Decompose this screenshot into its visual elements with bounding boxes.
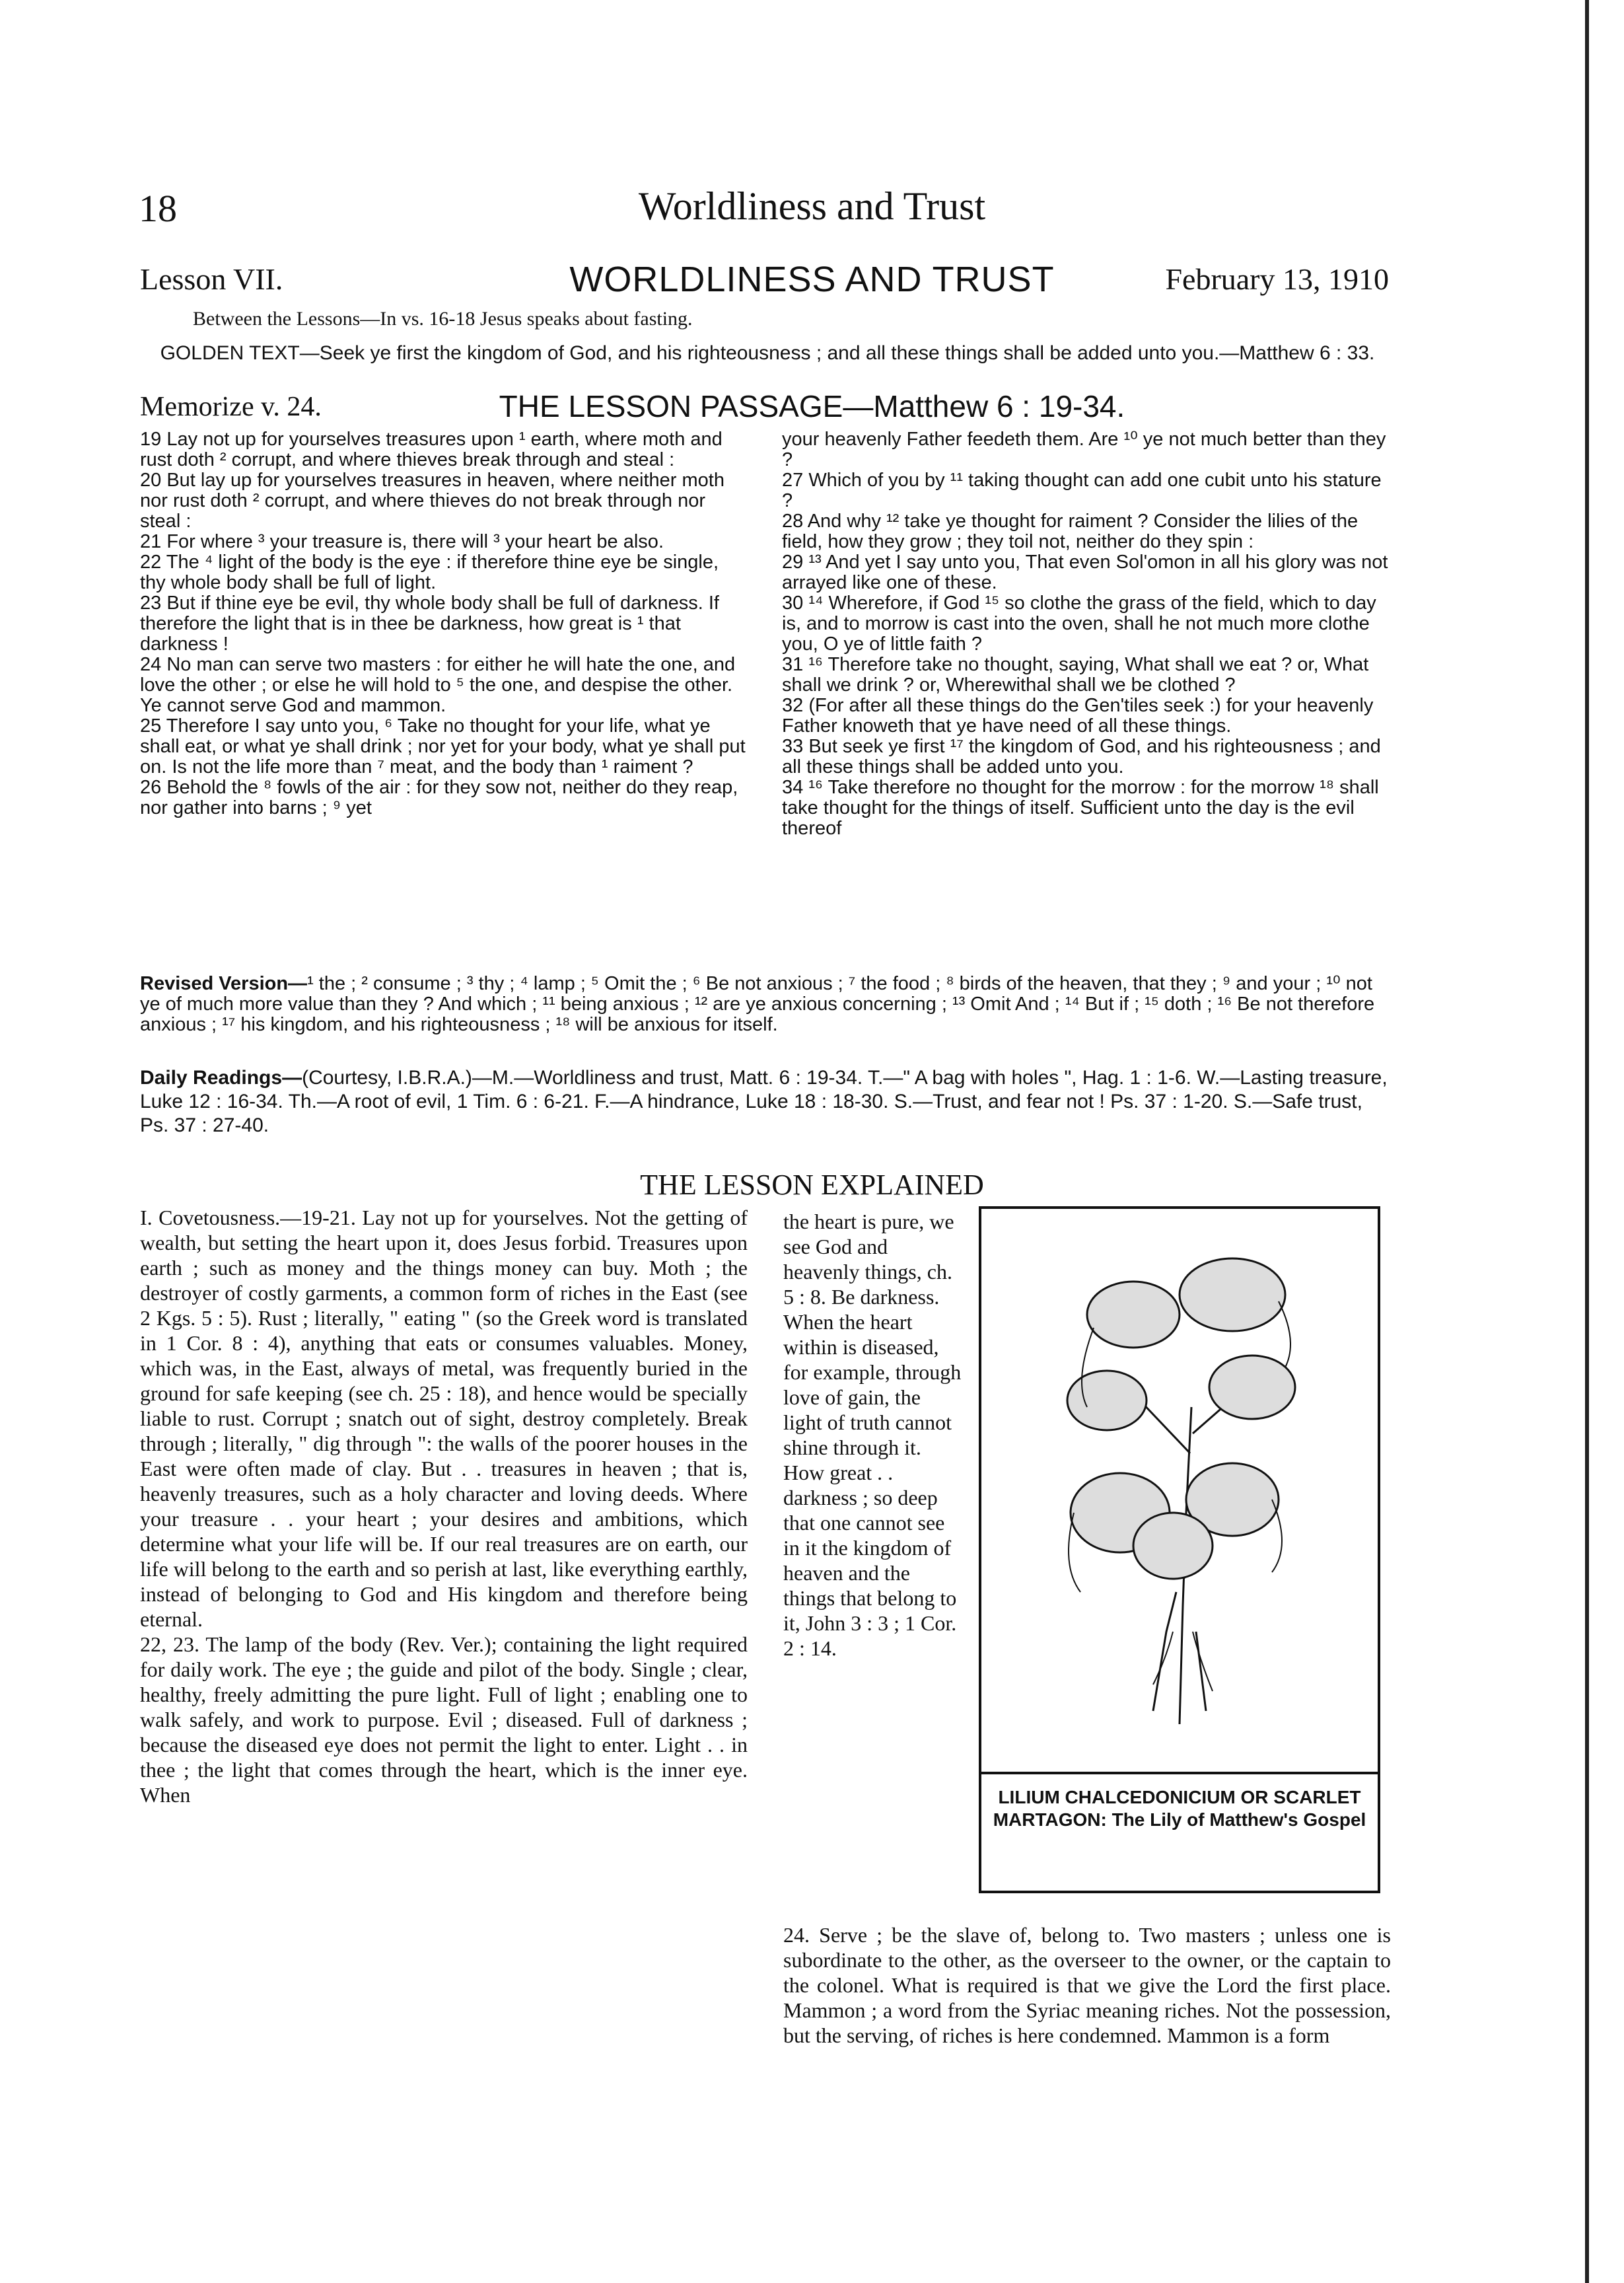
verse: 20 But lay up for yourselves treasures in heaven, where neither moth nor rust doth ² corrupt, and where thieves do not break through nor steal : — [140, 470, 724, 532]
revised-version-label: Revised Version— — [140, 973, 308, 994]
golden-text: GOLDEN TEXT—Seek ye first the kingdom of God, and his righteousness ; and all these things shall be added unto you.—Matthew 6 : 33. — [160, 342, 1375, 364]
memorize-note: Memorize v. 24. — [140, 392, 322, 422]
verse: 25 Therefore I say unto you, ⁶ Take no thought for your life, what ye shall eat, or what ye shall drink ; nor yet for your body, what ye shall put on. Is not the life more than ⁷ meat, and the body than ¹ raiment ? — [140, 715, 746, 778]
verse: 34 ¹⁶ Take therefore no thought for the morrow : for the morrow ¹⁸ shall take thought for the things of itself. Sufficient unto the day is the evil thereof — [782, 777, 1379, 839]
verse: 27 Which of you by ¹¹ taking thought can add one cubit unto his stature ? — [782, 470, 1382, 511]
between-the-lessons: Between the Lessons—In vs. 16-18 Jesus speaks about fasting. — [193, 308, 693, 330]
verse: 21 For where ³ your treasure is, there will ³ your heart be also. — [140, 531, 664, 552]
daily-readings — [140, 1066, 1395, 1138]
explanation-right-column — [783, 1922, 1391, 2048]
verse: 26 Behold the ⁸ fowls of the air : for they sow not, neither do they reap, nor gather into barns ; ⁹ yet — [140, 777, 738, 818]
lily-illustration — [1034, 1235, 1325, 1724]
verse: 28 And why ¹² take ye thought for raiment ? Consider the lilies of the field, how they grow ; they toil not, neither do they spin : — [782, 511, 1359, 552]
figure-caption: LILIUM CHALCEDONICIUM OR SCARLET MARTAGON: The Lily of Matthew's Gospel — [981, 1772, 1378, 1891]
explanation-middle-column — [783, 1209, 963, 1661]
revised-version-text: ¹ the ; ² consume ; ³ thy ; ⁴ lamp ; ⁵ Omit the ; ⁶ Be not anxious ; ⁷ the food ; ⁸ birds of the heaven, that they ; ⁹ and your ; ¹⁰ not ye of much more value than they ? And which ; ¹¹ being anxious ; ¹² are ye anxious concerning ; ¹³ Omit And ; ¹⁴ But if ; ¹⁵ doth ; ¹⁶ Be not therefore anxious ; ¹⁷ his kingdom, and his righteousness ; ¹⁸ will be anxious for itself. — [140, 973, 1375, 1035]
passage-right-column — [782, 429, 1390, 839]
lesson-date: February 13, 1910 — [1165, 262, 1389, 296]
lily-figure — [979, 1206, 1380, 1893]
verse: 32 (For after all these things do the Gen'tiles seek :) for your heavenly Father knoweth that ye have need of all these things. — [782, 695, 1374, 737]
lesson-number: Lesson VII. — [140, 262, 283, 296]
verse: 30 ¹⁴ Wherefore, if God ¹⁵ so clothe the grass of the field, which to day is, and to morrow is cast into the oven, shall he not much more clothe you, O ye of little faith ? — [782, 593, 1376, 655]
lesson-passage-heading: THE LESSON PASSAGE—Matthew 6 : 19-34. — [499, 389, 1125, 423]
lesson-title: WORLDLINESS AND TRUST — [569, 260, 1055, 299]
daily-readings-label: Daily Readings— — [140, 1067, 302, 1089]
explanation-paragraph: I. Covetousness.—19-21. Lay not up for yourselves. Not the getting of wealth, but setting the heart upon it, does Jesus forbid. Treasures upon earth ; such as money and the things money can buy. Moth ; the destroyer of costly garments, a common form of riches in the East (see 2 Kgs. 5 : 5). Rust ; literally, " eating " (so the Greek word is translated in 1 Cor. 8 : 4), anything that eats or consumes valuables. Money, which was, in the East, always of metal, was frequently buried in the ground for safe keeping (see ch. 25 : 18), and hence would be specially liable to rust. Corrupt ; snatch out of sight, destroy completely. Break through ; literally, " dig through ": the walls of the poorer houses in the East were often made of clay. But . . treasures in heaven ; that is, heavenly treasures, such as a holy character and loving deeds. Where your treasure . . your heart ; your desires and ambitions, which determine what your life will be. If our real treasures are on earth, our life will belong to the earth and so perish at last, like everything earthly, instead of belonging to God and His kingdom and therefore being eternal. — [140, 1206, 748, 1631]
page-edge-rule — [1585, 0, 1589, 2283]
explanation-paragraph: 22, 23. The lamp of the body (Rev. Ver.); containing the light required for daily work. The eye ; the guide and pilot of the body. Single ; clear, healthy, freely admitting the pure light. Full of light ; enabling one to walk safely, and work to purpose. Evil ; diseased. Full of darkness ; because the diseased eye does not permit the light to enter. Light . . in thee ; the light that comes through the heart, which is the inner eye. When — [140, 1632, 748, 1807]
explanation-paragraph: 24. Serve ; be the slave of, belong to. Two masters ; unless one is subordinate to the other, as the overseer to the owner, or the captain to the colonel. What is required is that we give the Lord the first place. Mammon ; a word from the Syriac meaning riches. Not the possession, but the serving, of riches is here condemned. Mammon is a form — [783, 1923, 1391, 2047]
verse: 31 ¹⁶ Therefore take no thought, saying, What shall we eat ? or, What shall we drink ? or, Wherewithal shall we be clothed ? — [782, 654, 1369, 696]
explanation-paragraph: the heart is pure, we see God and heavenly things, ch. 5 : 8. Be darkness. When the heart within is diseased, for example, through love of gain, the light of truth cannot shine through it. How great . . darkness ; so deep that one cannot see in it the kingdom of heaven and the things that belong to it, John 3 : 3 ; 1 Cor. 2 : 14. — [783, 1210, 962, 1660]
lesson-explained-heading: THE LESSON EXPLAINED — [640, 1169, 984, 1201]
verse: 19 Lay not up for yourselves treasures upon ¹ earth, where moth and rust doth ² corrupt, and where thieves break through and steal : — [140, 429, 723, 470]
verse: 24 No man can serve two masters : for either he will hate the one, and love the other ; or else he will hold to ⁵ the one, and despise the other. Ye cannot serve God and mammon. — [140, 654, 736, 716]
verse: 33 But seek ye first ¹⁷ the kingdom of God, and his righteousness ; and all these things shall be added unto you. — [782, 736, 1381, 778]
page-number: 18 — [139, 187, 177, 230]
verse: your heavenly Father feedeth them. Are ¹⁰ ye not much better than they ? — [782, 429, 1386, 470]
daily-readings-text: (Courtesy, I.B.R.A.)—M.—Worldliness and trust, Matt. 6 : 19-34. T.—" A bag with holes ", Hag. 1 : 1-6. W.—Lasting treasure, Luke 12 : 16-34. Th.—A root of evil, 1 Tim. 6 : 6-21. F.—A hindrance, Luke 18 : 18-30. S.—Trust, and fear not ! Ps. 37 : 1-20. S.—Safe trust, Ps. 37 : 27-40. — [140, 1067, 1388, 1136]
running-title: Worldliness and Trust — [638, 184, 986, 228]
verse: 23 But if thine eye be evil, thy whole body shall be full of darkness. If therefore the light that is in thee be darkness, how great is ¹ that darkness ! — [140, 593, 719, 655]
passage-left-column — [140, 429, 748, 818]
verse: 22 The ⁴ light of the body is the eye : if therefore thine eye be single, thy whole body shall be full of light. — [140, 552, 719, 593]
verse: 29 ¹³ And yet I say unto you, That even Sol'omon in all his glory was not arrayed like one of these. — [782, 552, 1388, 593]
explanation-left-column — [140, 1205, 748, 1807]
revised-version-notes — [140, 974, 1395, 1035]
